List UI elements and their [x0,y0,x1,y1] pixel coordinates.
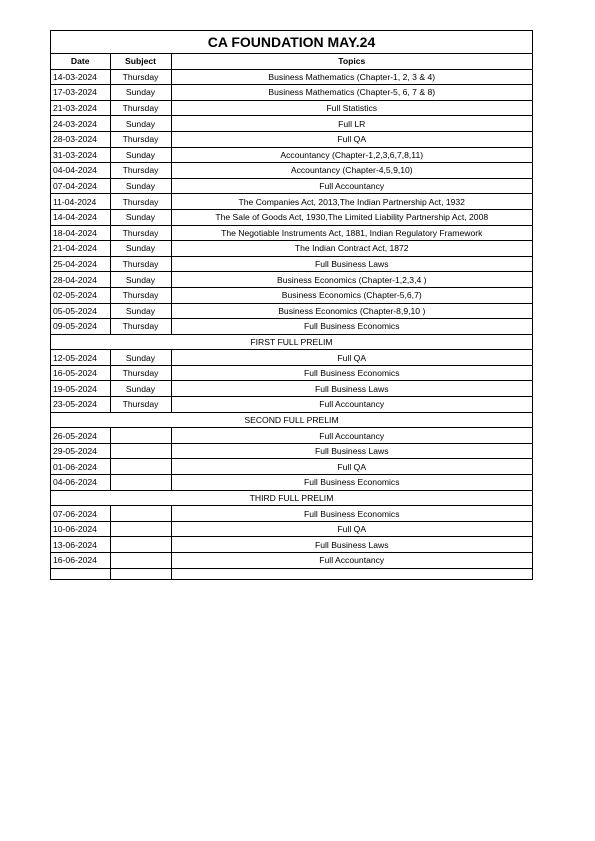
section-header-row [51,334,532,350]
empty-cell [110,568,171,579]
table-row [51,428,532,444]
page-title: CA FOUNDATION MAY.24 [51,31,532,54]
subject-cell: Thursday [110,225,171,241]
topic-cell: Business Economics (Chapter-5,6,7) [171,287,532,303]
date-cell: 17-03-2024 [51,85,110,101]
section-header-row [51,490,532,506]
topic-cell: Full Business Economics [171,475,532,491]
subject-cell: Thursday [110,397,171,413]
schedule-rows [51,69,532,579]
table-row [51,553,532,569]
date-cell: 04-06-2024 [51,475,110,491]
topic-cell: Business Economics (Chapter-1,2,3,4 ) [171,272,532,288]
subject-cell: Sunday [110,303,171,319]
subject-cell: Thursday [110,194,171,210]
subject-cell: Sunday [110,147,171,163]
subject-cell: Thursday [110,100,171,116]
table-row [51,178,532,194]
date-cell: 24-03-2024 [51,116,110,132]
topic-cell: Business Mathematics (Chapter-1, 2, 3 & 4) [171,69,532,85]
date-cell: 23-05-2024 [51,397,110,413]
subject-cell: Sunday [110,178,171,194]
table-row [51,209,532,225]
date-cell: 18-04-2024 [51,225,110,241]
subject-cell: Sunday [110,85,171,101]
topic-cell: Business Mathematics (Chapter-5, 6, 7 & 8) [171,85,532,101]
date-cell: 16-05-2024 [51,365,110,381]
date-cell: 10-06-2024 [51,521,110,537]
topic-cell: The Companies Act, 2013,The Indian Partnership Act, 1932 [171,194,532,210]
schedule-sheet [50,30,533,580]
topic-cell: Full Business Economics [171,319,532,335]
table-row [51,459,532,475]
subject-cell: Sunday [110,381,171,397]
date-cell: 09-05-2024 [51,319,110,335]
subject-cell [110,521,171,537]
table-row [51,443,532,459]
topic-cell: Full LR [171,116,532,132]
date-cell: 21-04-2024 [51,241,110,257]
topic-cell: Full QA [171,521,532,537]
table-row [51,537,532,553]
table-row [51,225,532,241]
topic-cell: The Sale of Goods Act, 1930,The Limited Liability Partnership Act, 2008 [171,209,532,225]
subject-cell: Sunday [110,241,171,257]
topic-cell: Business Economics (Chapter-8,9,10 ) [171,303,532,319]
date-cell: 31-03-2024 [51,147,110,163]
table-row [51,475,532,491]
date-cell: 28-04-2024 [51,272,110,288]
subject-cell: Sunday [110,272,171,288]
table-row [51,241,532,257]
table-row [51,256,532,272]
topic-cell: Full Business Laws [171,256,532,272]
table-row [51,397,532,413]
section-title: SECOND FULL PRELIM [51,412,532,428]
subject-cell: Thursday [110,365,171,381]
topic-cell: Accountancy (Chapter-4,5,9,10) [171,163,532,179]
topic-cell: Full Accountancy [171,178,532,194]
subject-column-header: Subject [110,54,171,69]
date-cell: 12-05-2024 [51,350,110,366]
subject-cell: Thursday [110,319,171,335]
subject-cell [110,428,171,444]
empty-cell [171,568,532,579]
subject-cell [110,459,171,475]
table-row [51,194,532,210]
topic-cell: The Negotiable Instruments Act, 1881, Indian Regulatory Framework [171,225,532,241]
subject-cell [110,506,171,522]
topic-cell: Full Business Laws [171,381,532,397]
section-title: FIRST FULL PRELIM [51,334,532,350]
topic-cell: Full QA [171,350,532,366]
topic-cell: Full Business Laws [171,443,532,459]
table-row [51,287,532,303]
table-row [51,506,532,522]
subject-cell [110,475,171,491]
date-cell: 13-06-2024 [51,537,110,553]
date-column-header: Date [51,54,110,69]
subject-cell [110,443,171,459]
date-cell: 01-06-2024 [51,459,110,475]
table-row [51,521,532,537]
table-row [51,85,532,101]
topic-cell: Full Accountancy [171,553,532,569]
table-row [51,381,532,397]
table-row [51,116,532,132]
topic-cell: Full Accountancy [171,397,532,413]
section-title: THIRD FULL PRELIM [51,490,532,506]
date-cell: 19-05-2024 [51,381,110,397]
date-cell: 02-05-2024 [51,287,110,303]
table-row [51,100,532,116]
subject-cell: Thursday [110,256,171,272]
topic-cell: Full QA [171,131,532,147]
blank-row [51,568,532,579]
subject-cell: Thursday [110,163,171,179]
date-cell: 11-04-2024 [51,194,110,210]
topic-cell: Full Business Economics [171,506,532,522]
subject-cell: Sunday [110,209,171,225]
subject-cell: Thursday [110,287,171,303]
empty-cell [51,568,110,579]
date-cell: 29-05-2024 [51,443,110,459]
topic-cell: Full Business Laws [171,537,532,553]
topics-column-header: Topics [171,54,532,69]
table-row [51,163,532,179]
table-row [51,319,532,335]
schedule-table [51,54,532,579]
subject-cell [110,553,171,569]
subject-cell: Sunday [110,116,171,132]
date-cell: 04-04-2024 [51,163,110,179]
topic-cell: The Indian Contract Act, 1872 [171,241,532,257]
table-row [51,272,532,288]
date-cell: 16-06-2024 [51,553,110,569]
table-row [51,147,532,163]
table-row [51,350,532,366]
topic-cell: Accountancy (Chapter-1,2,3,6,7,8,11) [171,147,532,163]
date-cell: 07-04-2024 [51,178,110,194]
topic-cell: Full QA [171,459,532,475]
header-row [51,54,532,69]
date-cell: 14-04-2024 [51,209,110,225]
topic-cell: Full Statistics [171,100,532,116]
table-row [51,303,532,319]
topic-cell: Full Accountancy [171,428,532,444]
date-cell: 25-04-2024 [51,256,110,272]
table-row [51,365,532,381]
subject-cell: Thursday [110,131,171,147]
table-row [51,131,532,147]
topic-cell: Full Business Economics [171,365,532,381]
date-cell: 07-06-2024 [51,506,110,522]
date-cell: 14-03-2024 [51,69,110,85]
date-cell: 05-05-2024 [51,303,110,319]
date-cell: 28-03-2024 [51,131,110,147]
subject-cell: Thursday [110,69,171,85]
date-cell: 21-03-2024 [51,100,110,116]
subject-cell [110,537,171,553]
table-row [51,69,532,85]
subject-cell: Sunday [110,350,171,366]
section-header-row [51,412,532,428]
date-cell: 26-05-2024 [51,428,110,444]
